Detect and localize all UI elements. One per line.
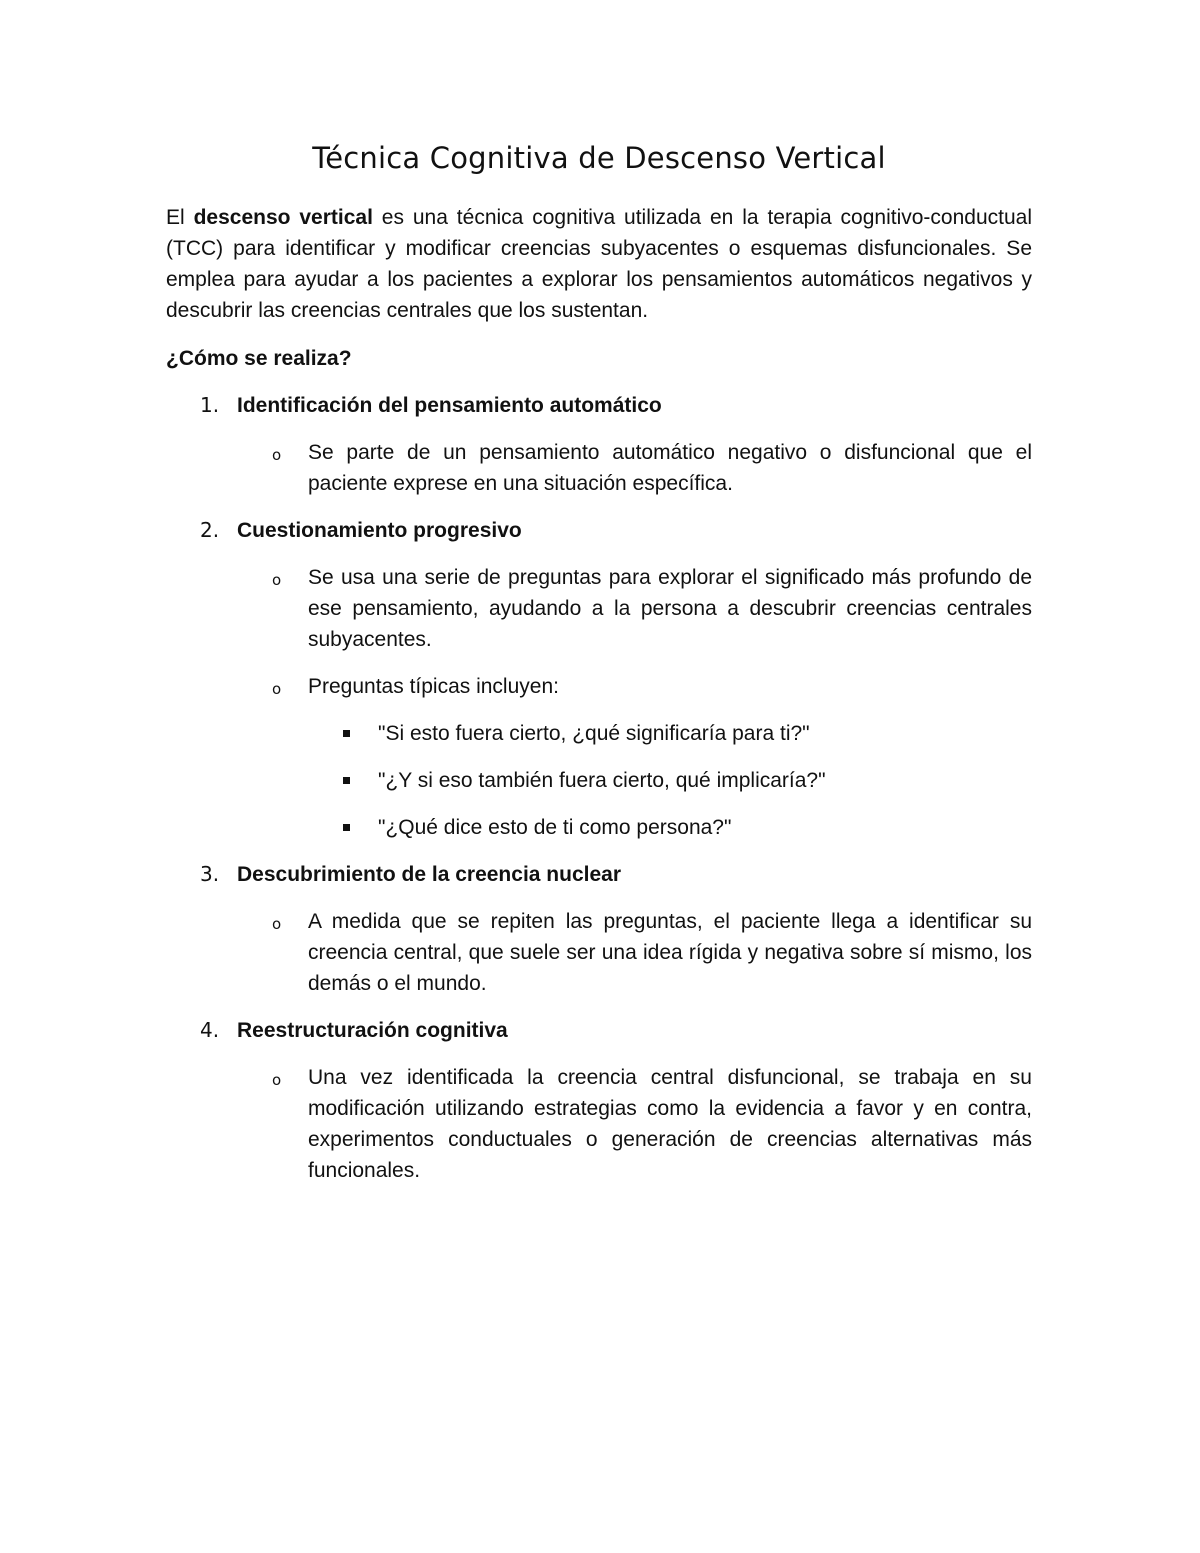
document-page [166,136,1032,1202]
step-number: 3. [200,862,220,886]
step-title: Descubrimiento de la creencia nuclear [237,863,621,886]
intro-text-before: El [166,206,194,229]
step-title: Cuestionamiento progresivo [237,519,522,542]
question-text: "Si esto fuera cierto, ¿qué significaría para ti?" [378,722,810,745]
intro-text-after: es una técnica cognitiva utilizada en la terapia cognitivo-conductual (TCC) para identificar y modificar creencias subyacentes o esquemas disfuncionales. Se emplea para ayudar a los pacientes a explorar los pensamientos automáticos negativos y descubrir las creencias centrales que los sustentan. [166,206,1033,322]
list-item [166,437,1032,499]
square-bullet-icon [343,824,350,831]
step-number: 1. [200,393,220,417]
list-item [166,671,1032,702]
list-item [166,562,1032,655]
list-item [166,1062,1032,1186]
list-item-text: Una vez identificada la creencia central disfuncional, se trabaja en su modificación utilizando estrategias como la evidencia a favor y en contra, experimentos conductuales o generación de creencias alternativas más funcionales. [308,1066,1032,1182]
circle-bullet-icon: o [272,571,282,589]
question-item [166,765,1032,796]
circle-bullet-icon: o [272,680,282,698]
question-item [166,812,1032,843]
question-item [166,718,1032,749]
circle-bullet-icon: o [272,446,282,464]
step-number: 4. [200,1018,220,1042]
document-title: Técnica Cognitiva de Descenso Vertical [312,141,886,175]
section-heading: ¿Cómo se realiza? [166,347,352,370]
intro-bold-term: descenso vertical [193,206,373,229]
step-1 [166,390,1032,499]
step-title: Reestructuración cognitiva [237,1019,508,1042]
intro-paragraph [166,202,1032,326]
step-title: Identificación del pensamiento automático [237,394,662,417]
square-bullet-icon [343,730,350,737]
list-item [166,906,1032,999]
square-bullet-icon [343,777,350,784]
step-2 [166,515,1032,843]
list-item-text: Preguntas típicas incluyen: [308,675,559,698]
question-text: "¿Qué dice esto de ti como persona?" [378,816,732,839]
list-item-text: Se parte de un pensamiento automático negativo o disfuncional que el paciente exprese en una situación específica. [308,441,1032,495]
step-4 [166,1015,1032,1186]
circle-bullet-icon: o [272,915,282,933]
step-number: 2. [200,518,220,542]
circle-bullet-icon: o [272,1071,282,1089]
list-item-text: Se usa una serie de preguntas para explorar el significado más profundo de ese pensamiento, ayudando a la persona a descubrir creencias centrales subyacentes. [308,566,1032,651]
step-3 [166,859,1032,999]
list-item-text: A medida que se repiten las preguntas, el paciente llega a identificar su creencia central, que suele ser una idea rígida y negativa sobre sí mismo, los demás o el mundo. [308,910,1032,995]
question-text: "¿Y si eso también fuera cierto, qué implicaría?" [378,769,826,792]
